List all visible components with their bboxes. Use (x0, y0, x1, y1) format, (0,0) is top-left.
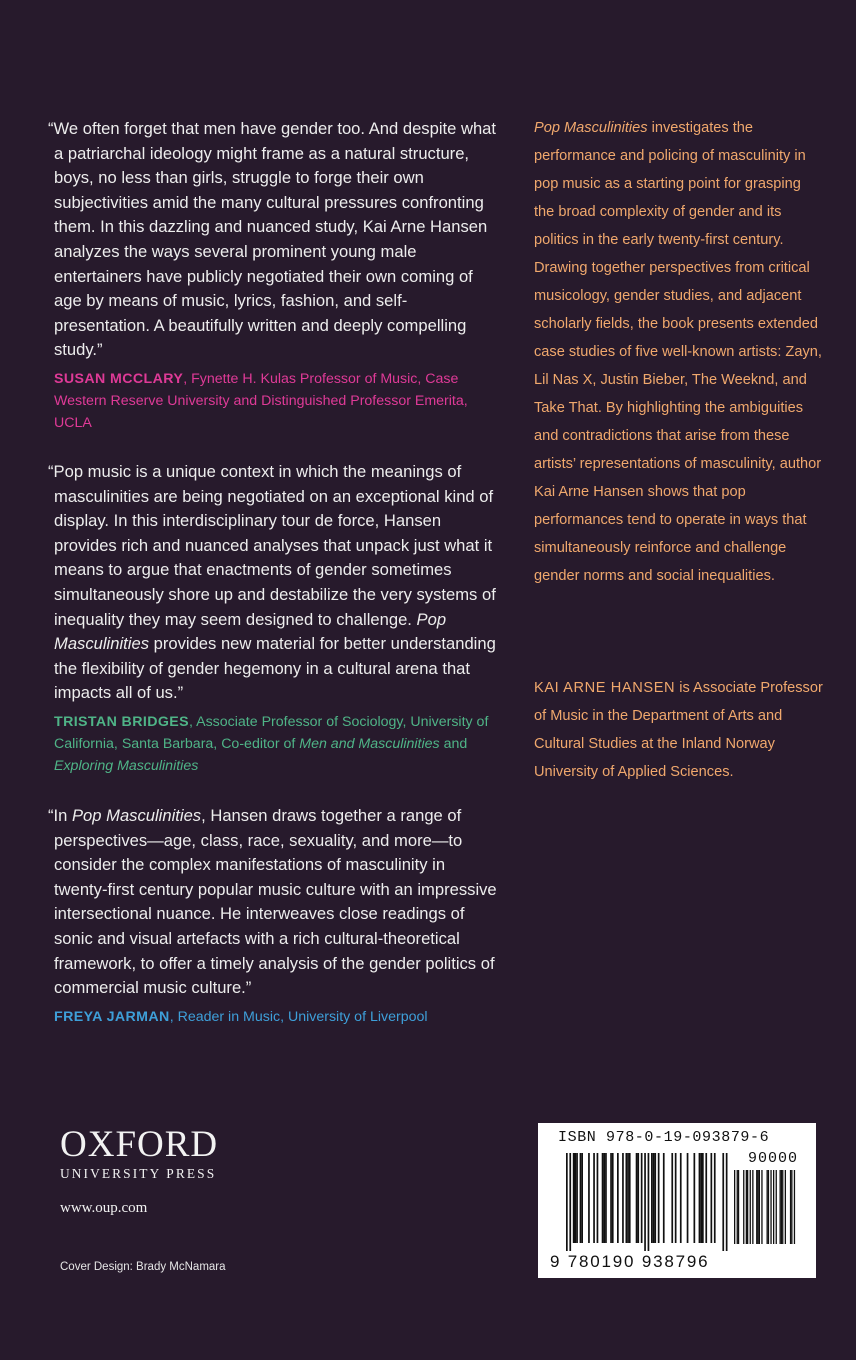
barcode-bar (569, 1153, 571, 1251)
addon-bar (750, 1170, 751, 1244)
barcode-bar (622, 1153, 624, 1243)
book-description (534, 114, 824, 590)
ean13-bars (566, 1153, 736, 1253)
text-run: provides new material for better understanding the flexibility of gender hegemony in a cultural arena that impacts all of us.” (54, 634, 496, 703)
addon-bar (782, 1170, 783, 1244)
barcode-bar (654, 1153, 656, 1243)
barcode-bar (593, 1153, 595, 1243)
barcode-bar (644, 1153, 646, 1251)
addon-bar (738, 1170, 739, 1244)
addon-bar (790, 1170, 791, 1244)
addon-bar (752, 1170, 753, 1244)
addon-bar (794, 1170, 795, 1244)
addon-bar (780, 1170, 781, 1244)
italic-title: Pop Masculinities (71, 806, 202, 825)
endorsement-quote-2 (40, 460, 502, 777)
barcode-bar (588, 1153, 590, 1243)
barcode-bar (680, 1153, 682, 1243)
barcode-bar (603, 1153, 605, 1243)
ean-digits: 9 780190 938796 (550, 1252, 710, 1271)
author-bio-body: is Associate Professor of Music in the Department of Arts and Cultural Studies at the Inland Norway University of Applied Sciences. (534, 680, 823, 780)
text-run: and (439, 735, 468, 752)
oxford-logo (60, 1124, 219, 1182)
barcode-bar (610, 1153, 612, 1243)
barcode-bar (711, 1153, 713, 1243)
barcode-bar (629, 1153, 631, 1243)
text-run: “In (48, 806, 72, 825)
author-bio (534, 674, 824, 786)
isbn-barcode (538, 1123, 816, 1278)
price-addon-bars (734, 1170, 796, 1250)
barcode-bar (605, 1153, 607, 1243)
author-bio-text (534, 674, 824, 786)
text-run: , Hansen draws together a range of perspectives—age, class, race, sexuality, and more—to consider the complex manifestations of masculinity in twenty-first century popular music culture with an impressive intersectional nuance. He interweaves close readings of sonic and visual artefacts with a rich cultural-theoretical framework, to offer a timely analysis of the gender politics of commercial music culture.” (54, 806, 497, 998)
addon-bar (746, 1170, 747, 1244)
quote-3-attribution (40, 1006, 502, 1028)
barcode-bar (722, 1153, 724, 1251)
barcode-bar (637, 1153, 639, 1243)
addon-bar (776, 1170, 777, 1244)
barcode-bar (714, 1153, 716, 1243)
barcode-bar (627, 1153, 629, 1243)
quote-3-text (40, 804, 502, 1001)
quote-1-attribution (40, 368, 502, 434)
barcode-bar (573, 1153, 575, 1243)
addon-bar (734, 1170, 735, 1244)
endorsement-quote-1 (40, 117, 502, 434)
author-bio-name: KAI ARNE HANSEN (534, 680, 676, 696)
barcode-bar (705, 1153, 707, 1243)
addon-bar (743, 1170, 744, 1244)
barcode-bar (648, 1153, 650, 1251)
barcode-bar (602, 1153, 604, 1243)
barcode-bar (658, 1153, 660, 1243)
italic-title: Pop Masculinities (54, 609, 447, 654)
endorsement-quote-3 (40, 804, 502, 1028)
text-run: “We often forget that men have gender too. And despite what a patriarchal ideology might frame as a natural structure, boys, no less than girls, struggle to forge their own subjectivities amid the many cultural pressures confronting them. In this dazzling and nuanced study, Kai Arne Hansen analyzes the ways several prominent young male entertainers have publicly negotiated their own coming of age by means of music, lyrics, fashion, and self-presentation. A beautifully written and deeply compelling study.” (48, 119, 497, 360)
barcode-bar (612, 1153, 614, 1243)
addon-bar (747, 1170, 748, 1244)
oxford-logo-title: OXFORD (60, 1124, 219, 1165)
barcode-bar (636, 1153, 638, 1243)
text-run: “Pop music is a unique context in which the meanings of masculinities are being negotiated on an exceptional kind of display. In this interdisciplinary tour de force, Hansen provides rich and nuanced analyses that unpack just what it means to argue that enactments of gender sometimes simultaneously shore up and destabilize the very systems of inequality they may seem designed to challenge. (48, 462, 496, 629)
barcode-bar (641, 1153, 643, 1243)
quote-1-text (40, 117, 502, 363)
italic-title: Men and Masculinities (299, 735, 440, 752)
addon-bar (761, 1170, 762, 1244)
publisher-url: www.oup.com (60, 1200, 148, 1216)
barcode-bar (687, 1153, 689, 1243)
barcode-bar (597, 1153, 599, 1243)
barcode-bar (566, 1153, 568, 1251)
barcode-bar (699, 1153, 701, 1243)
isbn-label: ISBN 978-0-19-093879-6 (558, 1129, 770, 1146)
barcode-bar (580, 1153, 582, 1243)
addon-bar (785, 1170, 786, 1244)
addon-bar (773, 1170, 774, 1244)
italic-title: Pop Masculinities (534, 120, 648, 136)
text-run: , Associate Professor of Sociology, University of California, Santa Barbara, Co-editor of (54, 713, 489, 752)
barcode-bar (675, 1153, 677, 1243)
description-text (534, 114, 824, 590)
barcode-bar (626, 1153, 628, 1243)
text-run: , Fynette H. Kulas Professor of Music, Case Western Reserve University and Distinguished Professor Emerita, UCLA (54, 370, 468, 431)
barcode-bar (671, 1153, 673, 1243)
addon-bar (737, 1170, 738, 1244)
barcode-bar (702, 1153, 704, 1243)
barcode-bar (694, 1153, 696, 1243)
barcode-bar (700, 1153, 702, 1243)
addon-bar (791, 1170, 792, 1244)
barcode-bar (576, 1153, 578, 1243)
quote-2-text (40, 460, 502, 706)
price-code: 90000 (747, 1150, 798, 1167)
barcode-bar (726, 1153, 728, 1251)
barcode-bar (663, 1153, 665, 1243)
text-run: investigates the performance and policing of masculinity in pop music as a starting point for grasping the broad complexity of gender and its politics in the early twenty-first century. Drawing together perspectives from critical musicology, gender studies, and adjacent scholarly fields, the book presents extended case studies of five well-known artists: Zayn, Lil Nas X, Justin Bieber, The Weeknd, and Take That. By highlighting the ambiguities and contradictions that arise from these artists’ representations of masculinity, author Kai Arne Hansen shows that pop performances tend to operate in ways that simultaneously reinforce and challenge gender norms and social inequalities. (534, 120, 822, 584)
quote-3-author-title (170, 1009, 428, 1025)
addon-bar (757, 1170, 758, 1244)
cover-design-credit: Cover Design: Brady McNamara (60, 1261, 226, 1273)
addon-bar (768, 1170, 769, 1244)
text-run: , Reader in Music, University of Liverpool (169, 1008, 428, 1025)
quote-3-author-name: FREYA JARMAN (54, 1008, 170, 1025)
quote-2-author-name: TRISTAN BRIDGES (54, 713, 190, 730)
addon-bar (770, 1170, 771, 1244)
quote-2-attribution (40, 711, 502, 777)
addon-bar (767, 1170, 768, 1244)
barcode-bar (575, 1153, 577, 1243)
addon-bar (756, 1170, 757, 1244)
barcode-bar (617, 1153, 619, 1243)
oxford-logo-subtitle: UNIVERSITY PRESS (60, 1166, 217, 1181)
quote-1-author-name: SUSAN MCCLARY (54, 370, 184, 387)
barcode-bar (651, 1153, 653, 1243)
barcode-bar (581, 1153, 583, 1243)
addon-bar (781, 1170, 782, 1244)
italic-title: Exploring Masculinities (54, 757, 199, 774)
addon-bar (759, 1170, 760, 1244)
barcode-bar (653, 1153, 655, 1243)
